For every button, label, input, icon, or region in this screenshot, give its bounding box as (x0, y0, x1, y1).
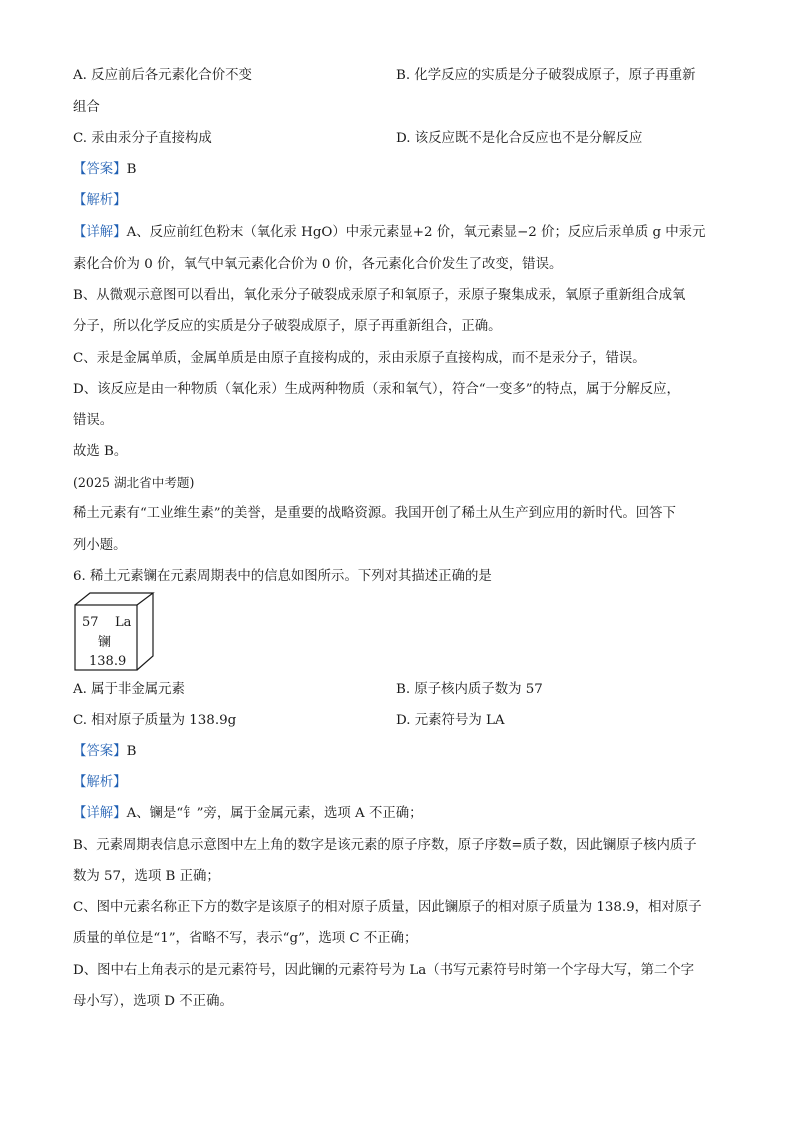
q5-option-a: A. 反应前后各元素化合价不变 (73, 68, 252, 83)
q6-detail-line: 数为 57，选项 B 正确； (73, 869, 220, 884)
intro-line: 列小题。 (73, 538, 127, 553)
question-source: (2025 湖北省中考题) (73, 475, 195, 490)
q6-answer (73, 743, 136, 761)
element-atomic-number: 57 (82, 615, 99, 630)
q5-detail-line: 故选 B。 (73, 444, 128, 459)
q6-option-d: D. 元素符号为 LA (396, 713, 505, 728)
q5-detail-line: B、从微观示意图可以看出，氧化汞分子破裂成汞原子和氧原子，汞原子聚集成汞，氧原子重新组合成氧 (73, 288, 686, 303)
detail-text: A、反应前红色粉末（氧化汞 HgO）中汞元素显+2 价，氧元素显−2 价；反应后汞单质 g 中汞元 (126, 225, 706, 240)
q5-detail-line: 错误。 (73, 413, 114, 428)
q6-detail-line: D、图中右上角表示的是元素符号，因此镧的元素符号为 La（书写元素符号时第一个字母大写，第二个字 (73, 963, 695, 978)
q6-detail-line: 质量的单位是“1”，省略不写，表示“g”，选项 C 不正确； (73, 931, 418, 946)
q5-detail-line: 素化合价为 0 价，氧气中氧元素化合价为 0 价，各元素化合价发生了改变，错误。 (73, 257, 563, 272)
q5-detail-line: 分子，所以化学反应的实质是分子破裂成原子，原子再重新组合，正确。 (73, 319, 502, 334)
q5-detail-line (73, 224, 723, 242)
answer-value: B (126, 744, 137, 759)
analysis-tag: 【解析】 (73, 775, 127, 790)
q5-option-b: B. 化学反应的实质是分子破裂成原子，原子再重新 (396, 68, 696, 83)
q5-detail-line: C、汞是金属单质，金属单质是由原子直接构成的，汞由汞原子直接构成，而不是汞分子，错误。 (73, 351, 646, 366)
answer-tag: 【答案】 (73, 744, 127, 759)
q5-analysis-heading (73, 192, 127, 210)
q6-detail-line: 母小写），选项 D 不正确。 (73, 994, 233, 1009)
q6-detail-line (73, 805, 723, 823)
q6-option-b: B. 原子核内质子数为 57 (396, 682, 543, 697)
element-symbol: La (115, 615, 132, 630)
element-card (74, 592, 156, 672)
q5-answer (73, 161, 136, 179)
q5-option-c: C. 汞由汞分子直接构成 (73, 131, 212, 146)
detail-tag: 【详解】 (73, 225, 127, 240)
element-atomic-mass: 138.9 (89, 654, 127, 669)
intro-line: 稀土元素有“工业维生素”的美誉，是重要的战略资源。我国开创了稀土从生产到应用的新时代。回答下 (73, 506, 676, 521)
q6-option-c: C. 相对原子质量为 138.9g (73, 713, 237, 728)
q5-detail-line: D、该反应是由一种物质（氧化汞）生成两种物质（汞和氧气），符合“一变多”的特点，属于分解反应， (73, 382, 680, 397)
q5-option-b-continued: 组合 (73, 100, 100, 115)
q6-option-a: A. 属于非金属元素 (73, 682, 185, 697)
detail-tag: 【详解】 (73, 806, 127, 821)
q6-analysis-heading (73, 774, 127, 792)
detail-text: A、镧是“钅”旁，属于金属元素，选项 A 不正确； (126, 806, 423, 821)
answer-value: B (126, 162, 137, 177)
analysis-tag: 【解析】 (73, 193, 127, 208)
q6-detail-line: C、图中元素名称正下方的数字是该原子的相对原子质量，因此镧原子的相对原子质量为 138.9，相对原子 (73, 900, 702, 915)
q6-stem: 6. 稀土元素镧在元素周期表中的信息如图所示。下列对其描述正确的是 (73, 569, 492, 584)
q6-detail-line: B、元素周期表信息示意图中左上角的数字是该元素的原子序数，原子序数=质子数，因此镧原子核内质子 (73, 838, 697, 853)
q5-option-d: D. 该反应既不是化合反应也不是分解反应 (396, 131, 643, 146)
answer-tag: 【答案】 (73, 162, 127, 177)
element-name: 镧 (98, 635, 112, 650)
